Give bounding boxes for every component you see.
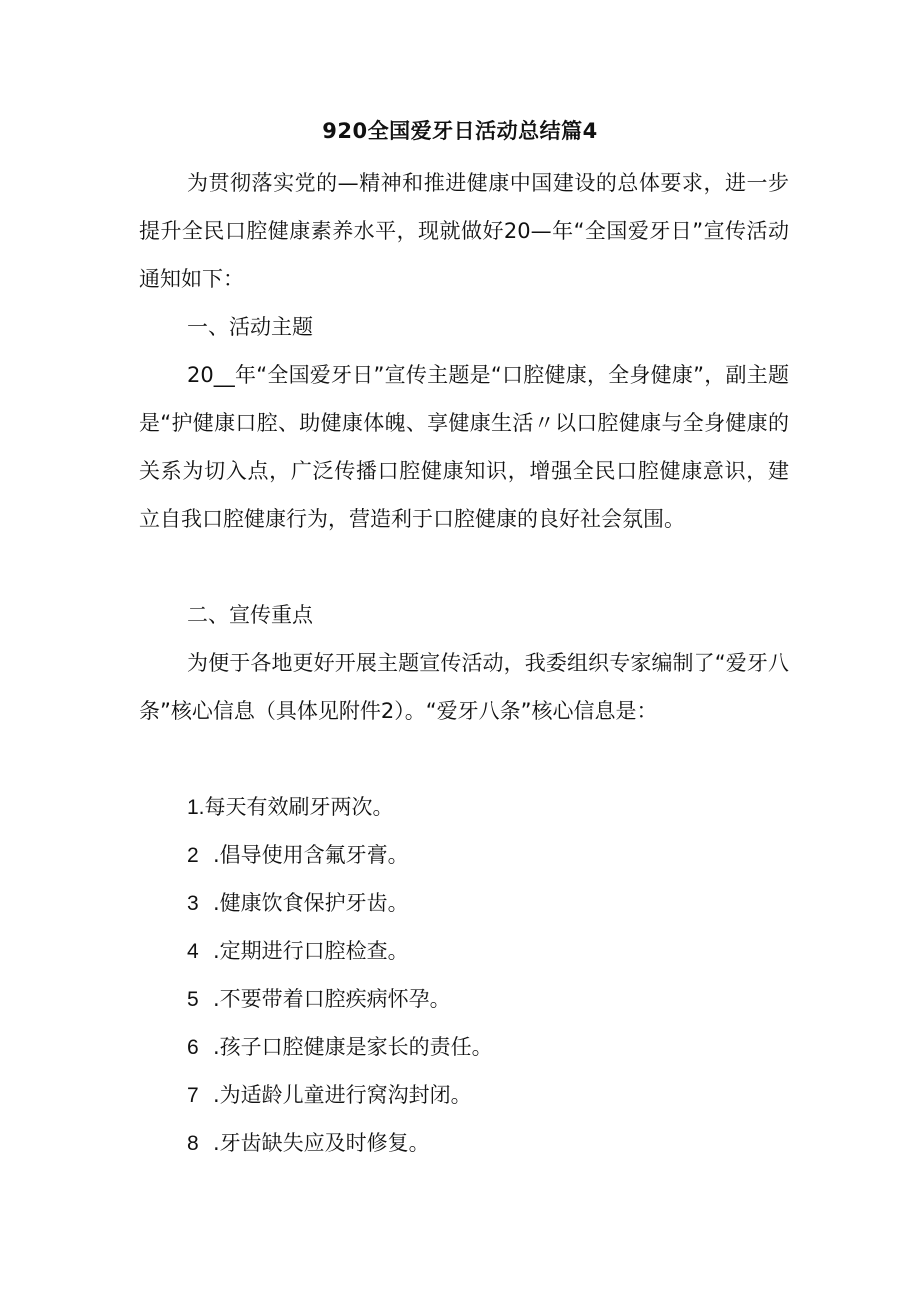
- section-1-paragraph: 20__年“全国爱牙日”宣传主题是“口腔健康，全身健康”，副主题是“护健康口腔、助健康体魄、享健康生活〃以口腔健康与全身健康的关系为切入点，广泛传播口腔健康知识，增强全民口腔健康意识，建立自我口腔健康行为，营造利于口腔健康的良好社会氛围。: [139, 363, 789, 531]
- list-item: [187, 927, 409, 976]
- list-item-number: 6: [187, 1036, 199, 1059]
- intro-paragraph: 为贯彻落实党的—精神和推进健康中国建设的总体要求，进一步提升全民口腔健康素养水平，现就做好20—年“全国爱牙日”宣传活动通知如下：: [139, 171, 789, 291]
- list-item: [187, 1023, 493, 1072]
- list-item-text: .健康饮食保护牙齿。: [213, 891, 409, 915]
- list-item-number: 3: [187, 892, 199, 915]
- list-item-text: 每天有效刷牙两次。: [204, 795, 394, 819]
- document-title: 920全国爱牙日活动总结篇4: [322, 119, 598, 143]
- list-item-number: 1.: [187, 796, 205, 819]
- list-item-text: .定期进行口腔检查。: [213, 939, 409, 963]
- list-item-text: .不要带着口腔疾病怀孕。: [213, 987, 451, 1011]
- list-item-number: 8: [187, 1132, 199, 1155]
- list-item-number: 2: [187, 844, 199, 867]
- list-item-number: 7: [187, 1084, 199, 1107]
- list-item-text: .倡导使用含氟牙膏。: [213, 843, 409, 867]
- section-1-heading: 一、活动主题: [187, 315, 313, 339]
- section-2-paragraph: 为便于各地更好开展主题宣传活动，我委组织专家编制了“爱牙八条”核心信息（具体见附件2）。“爱牙八条”核心信息是：: [139, 651, 789, 723]
- list-item: [187, 1071, 472, 1120]
- list-item-text: .牙齿缺失应及时修复。: [213, 1131, 430, 1155]
- list-item-number: 4: [187, 940, 199, 963]
- list-item: [187, 975, 451, 1024]
- list-item-number: 5: [187, 988, 199, 1011]
- list-item: [187, 831, 409, 880]
- list-item: [187, 783, 394, 832]
- list-item-text: .孩子口腔健康是家长的责任。: [213, 1035, 493, 1059]
- section-2-heading: 二、宣传重点: [187, 603, 313, 627]
- list-item: [187, 879, 409, 928]
- list-item: [187, 1119, 430, 1168]
- list-item-text: .为适龄儿童进行窝沟封闭。: [213, 1083, 472, 1107]
